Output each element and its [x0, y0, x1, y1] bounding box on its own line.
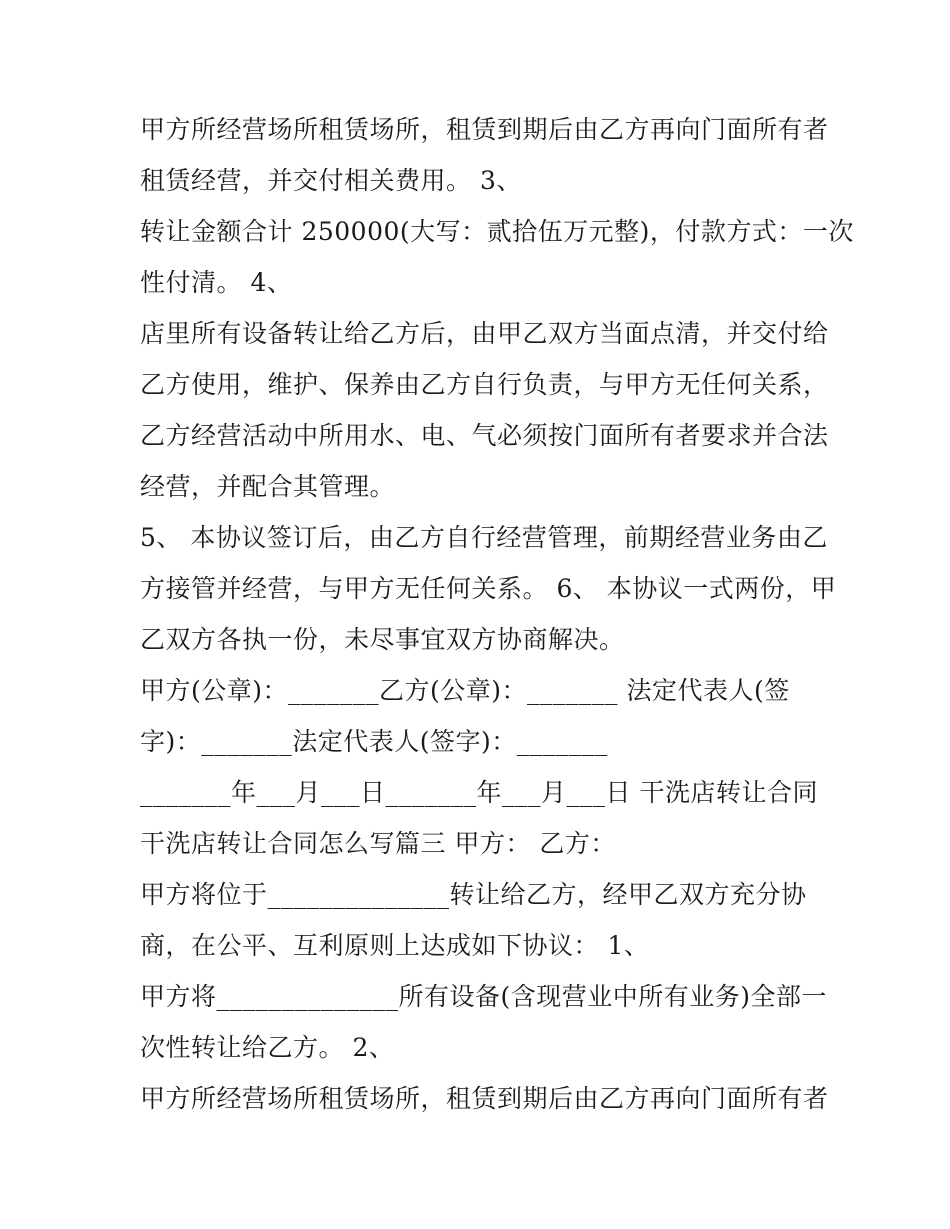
text-line: 商，在公平、互利原则上达成如下协议： 1、 [140, 931, 650, 960]
signature-line: 字)：_______法定代表人(签字)：_______ [140, 727, 608, 756]
text-line: 乙方使用，维护、保养由乙方自行负责，与甲方无任何关系， [140, 370, 829, 399]
text-line: 经营，并配合其管理。 [140, 472, 396, 501]
text-line: 次性转让给乙方。 2、 [140, 1033, 395, 1062]
date-line: _______年___月___日_______年___月___日 干洗店转让合同 [140, 778, 818, 807]
signature-line: 甲方(公章)：_______乙方(公章)：_______ 法定代表人(签 [140, 676, 790, 705]
text-line: 方接管并经营，与甲方无任何关系。 6、 本协议一式两份，甲 [140, 574, 837, 603]
text-line: 甲方所经营场所租赁场所，租赁到期后由乙方再向门面所有者 [140, 115, 829, 144]
text-line: 性付清。 4、 [140, 268, 293, 297]
document-body [140, 104, 854, 1124]
text-line: 甲方将位于______________转让给乙方，经甲乙双方充分协 [140, 880, 807, 909]
text-line: 乙方经营活动中所用水、电、气必须按门面所有者要求并合法 [140, 421, 829, 450]
text-line: 5、 本协议签订后，由乙方自行经营管理，前期经营业务由乙 [140, 523, 828, 552]
text-line: 店里所有设备转让给乙方后，由甲乙双方当面点清，并交付给 [140, 319, 829, 348]
text-line: 甲方所经营场所租赁场所，租赁到期后由乙方再向门面所有者 [140, 1084, 829, 1113]
text-line: 乙双方各执一份，未尽事宜双方协商解决。 [140, 625, 625, 654]
text-line: 甲方将______________所有设备(含现营业中所有业务)全部一 [140, 982, 828, 1011]
text-line: 转让金额合计 250000(大写：贰拾伍万元整)，付款方式：一次 [140, 217, 854, 246]
text-line: 租赁经营，并交付相关费用。 3、 [140, 166, 522, 195]
section-heading: 干洗店转让合同怎么写篇三 甲方： 乙方： [140, 829, 616, 858]
